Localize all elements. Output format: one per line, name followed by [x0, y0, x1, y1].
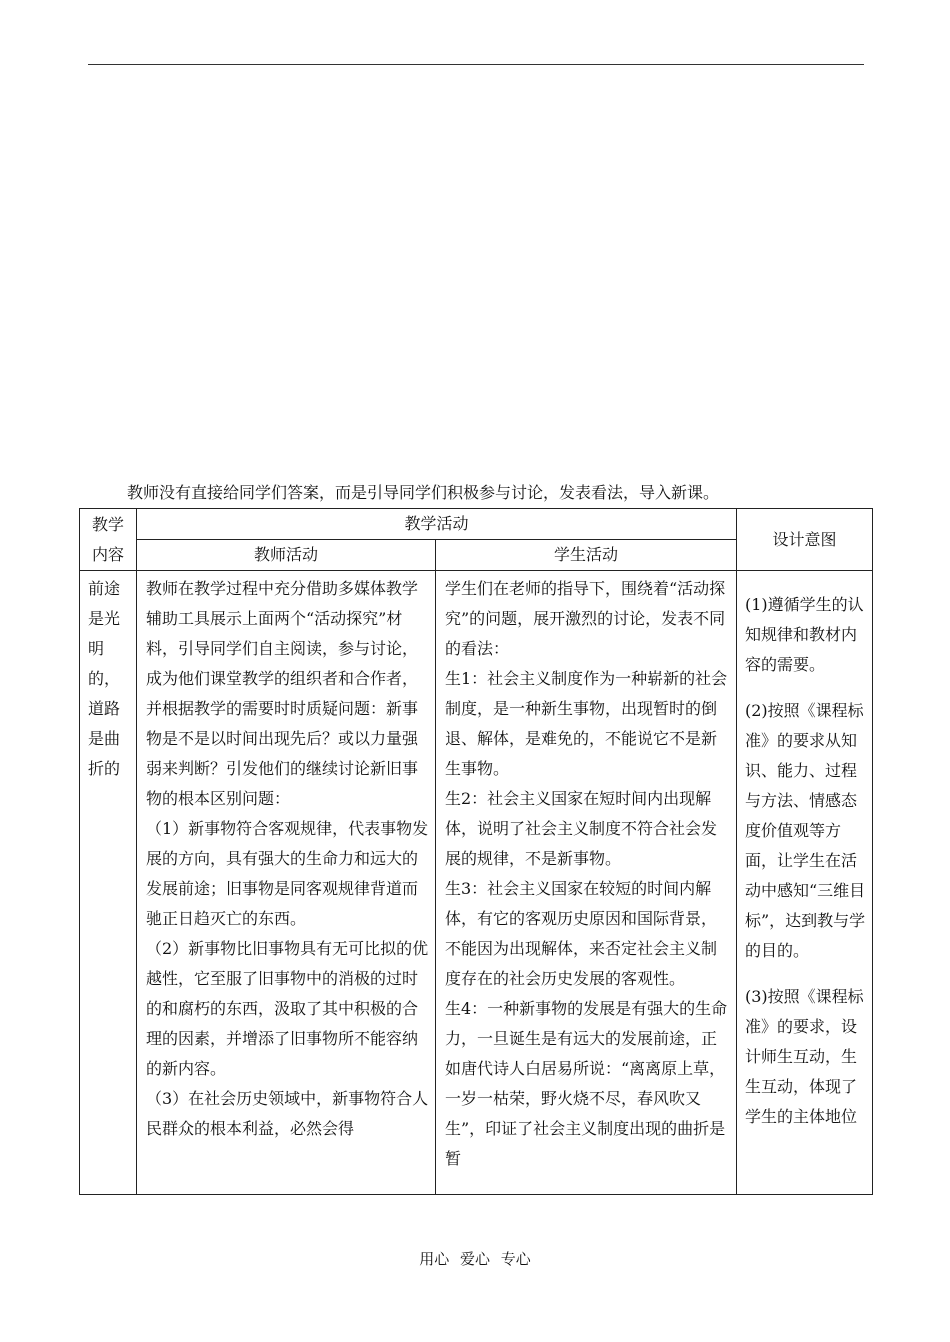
- intent-paragraph: (1)遵循学生的认知规律和教材内容的需要。: [745, 595, 864, 674]
- intent-paragraph: (3)按照《课程标准》的要求，设计师生互动，生生互动，体现了学生的主体地位: [745, 987, 864, 1126]
- header-teaching-content: 教学内容: [80, 509, 137, 571]
- page-footer: 用心 爱心 专心: [419, 1250, 531, 1268]
- header-student-activity: 学生活动: [436, 540, 737, 571]
- header-rule: [88, 64, 864, 65]
- header-teaching-activity: 教学活动: [137, 509, 737, 540]
- student-paragraph: 生1：社会主义制度作为一种崭新的社会制度，是一种新生事物，出现暂时的倒退、解体，是难免的，不能说它不是新生事物。: [445, 669, 728, 778]
- student-paragraph: 生4：一种新事物的发展是有强大的生命力，一旦诞生是有远大的发展前途，正如唐代诗人白居易所说：“离离原上草，一岁一枯荣，野火烧不尽，春风吹又生”，印证了社会主义制度出现的曲折是暂: [445, 999, 728, 1168]
- intent-paragraph: (2)按照《课程标准》的要求从知识、能力、过程与方法、情感态度价值观等方面，让学生在活动中感知“三维目标”，达到教与学的目的。: [745, 701, 866, 960]
- intro-paragraph: 教师没有直接给同学们答案，而是引导同学们积极参与讨论，发表看法，导入新课。: [127, 483, 720, 502]
- student-paragraph: 生3：社会主义国家在较短的时间内解体，有它的客观历史原因和国际背景，不能因为出现解体，来否定社会主义制度存在的社会历史发展的客观性。: [445, 879, 718, 988]
- teacher-activity-cell: [137, 571, 436, 1195]
- student-paragraph: 学生们在老师的指导下，围绕着“活动探究”的问题，展开激烈的讨论，发表不同的看法：: [445, 579, 726, 658]
- teacher-paragraph: （3）在社会历史领域中，新事物符合人民群众的根本利益，必然会得: [146, 1089, 429, 1138]
- teacher-paragraph: 教师在教学过程中充分借助多媒体教学辅助工具展示上面两个“活动探究”材料，引导同学们自主阅读，参与讨论，成为他们课堂教学的组织者和合作者，并根据教学的需要时时质疑问题：新事物是不是以时间出现先后？或以力量强弱来判断？引发他们的继续讨论新旧事物的根本区别问题：: [146, 579, 419, 808]
- student-paragraph: 生2：社会主义国家在短时间内出现解体，说明了社会主义制度不符合社会发展的规律，不是新事物。: [445, 789, 718, 868]
- lesson-plan-table: [79, 508, 873, 1195]
- teacher-paragraph: （2）新事物比旧事物具有无可比拟的优越性，它至服了旧事物中的消极的过时的和腐朽的东西，汲取了其中积极的合理的因素，并增添了旧事物所不能容纳的新内容。: [146, 939, 429, 1078]
- content-cell: 前途是光明的，道路是曲折的: [80, 571, 137, 1195]
- design-intent-cell: [737, 571, 873, 1195]
- header-teacher-activity: 教师活动: [137, 540, 436, 571]
- student-activity-cell: [436, 571, 737, 1195]
- teacher-paragraph: （1）新事物符合客观规律，代表事物发展的方向，具有强大的生命力和远大的发展前途；旧事物是同客观规律背道而驰正日趋灭亡的东西。: [146, 819, 429, 928]
- header-design-intent: 设计意图: [737, 509, 873, 571]
